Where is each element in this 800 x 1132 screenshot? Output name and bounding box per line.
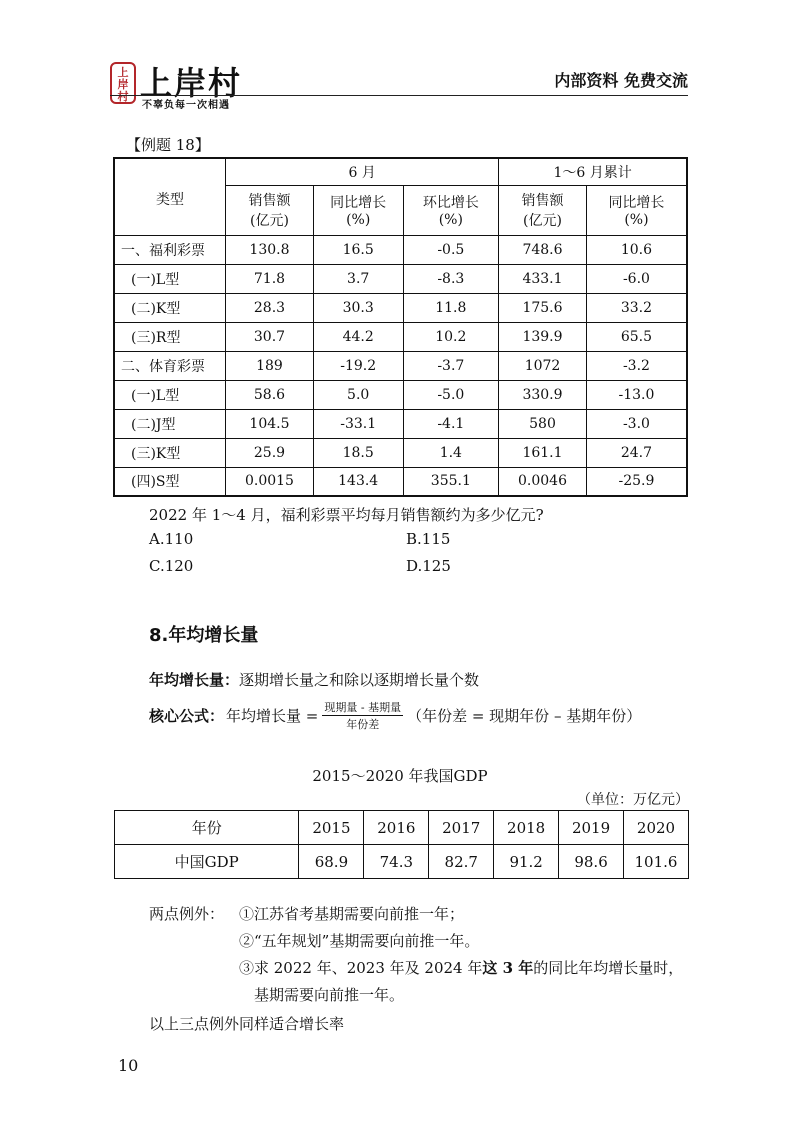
option-c: C.120 — [149, 557, 194, 575]
header-rule — [110, 95, 688, 96]
exceptions-lead-line — [149, 903, 224, 924]
gdp-year-row — [115, 811, 689, 845]
value-cell: 18.5 — [313, 438, 403, 467]
value-cell: 11.8 — [403, 293, 499, 322]
value-cell: -5.0 — [403, 380, 499, 409]
value-cell: -8.3 — [403, 264, 499, 293]
gdp-value-cell: 82.7 — [429, 845, 494, 879]
value-cell: -13.0 — [586, 380, 687, 409]
logo-name: 上岸村 — [140, 64, 243, 102]
value-cell: 580 — [499, 409, 587, 438]
value-cell: 175.6 — [499, 293, 587, 322]
logo-slogan: 不辜负每一次相遇 — [142, 100, 230, 111]
value-cell: 30.3 — [313, 293, 403, 322]
page-number: 10 — [118, 1056, 139, 1075]
header-type: 类型 — [114, 158, 226, 235]
gdp-year-cell: 2017 — [429, 811, 494, 845]
example-label: 【例题 18】 — [126, 136, 210, 154]
exception-item-3-cont: 基期需要向前推一年。 — [254, 986, 405, 1004]
value-cell: 748.6 — [499, 235, 587, 264]
value-cell: -19.2 — [313, 351, 403, 380]
value-cell: -33.1 — [313, 409, 403, 438]
formula-denominator: 年份差 — [346, 718, 380, 731]
value-cell: 58.6 — [226, 380, 314, 409]
value-cell: 355.1 — [403, 467, 499, 496]
value-cell: 0.0015 — [226, 467, 314, 496]
sub-header-cell: 同比增长 (%) — [313, 185, 403, 235]
row-type-cell: (四)S型 — [114, 467, 226, 496]
row-type-cell: (三)R型 — [114, 322, 226, 351]
exceptions-summary: 以上三点例外同样适合增长率 — [149, 1015, 345, 1033]
sub-header-cell: 销售额 (亿元) — [226, 185, 314, 235]
value-cell: 65.5 — [586, 322, 687, 351]
row-type-cell: (一)L型 — [114, 264, 226, 293]
table-row — [114, 264, 687, 293]
gdp-year-cell: 2015 — [299, 811, 364, 845]
gdp-value-cell: 101.6 — [624, 845, 689, 879]
option-b: B.115 — [406, 530, 451, 548]
definition-text: 逐期增长量之和除以逐期增长量个数 — [239, 671, 480, 689]
row-type-cell: 一、福利彩票 — [114, 235, 226, 264]
exception-item-3: ③求 2022 年、2023 年及 2024 年这 3 年的同比年均增长量时， — [239, 959, 684, 977]
section-title: 8.年均增长量 — [149, 625, 259, 646]
logo-seal: 上 岸 村 — [110, 62, 136, 104]
definition-term: 年均增长量： — [149, 671, 240, 689]
gdp-title: 2015～2020 年我国GDP — [312, 767, 488, 785]
row-type-cell: (一)L型 — [114, 380, 226, 409]
value-cell: -3.2 — [586, 351, 687, 380]
value-cell: 189 — [226, 351, 314, 380]
lottery-sales-table — [113, 157, 688, 497]
table-row — [114, 380, 687, 409]
value-cell: -25.9 — [586, 467, 687, 496]
value-cell: 104.5 — [226, 409, 314, 438]
value-cell: 24.7 — [586, 438, 687, 467]
value-cell: 433.1 — [499, 264, 587, 293]
exception-item-2: ②“五年规划”基期需要向前推一年。 — [239, 932, 480, 950]
table-row — [114, 293, 687, 322]
gdp-row-label: 中国GDP — [115, 845, 299, 879]
sub-header-cell: 销售额 (亿元) — [499, 185, 587, 235]
table-row — [114, 409, 687, 438]
formula-numerator: 现期量 - 基期量 — [324, 701, 402, 714]
gdp-unit: （单位：万亿元） — [577, 792, 689, 808]
gdp-year-cell: 2016 — [364, 811, 429, 845]
sales-table-body — [114, 235, 687, 496]
value-cell: 130.8 — [226, 235, 314, 264]
definition-line — [149, 669, 479, 690]
row-type-cell: (二)K型 — [114, 293, 226, 322]
gdp-value-row — [115, 845, 689, 879]
gdp-header-label: 年份 — [115, 811, 299, 845]
value-cell: 1072 — [499, 351, 587, 380]
value-cell: 1.4 — [403, 438, 499, 467]
value-cell: 10.6 — [586, 235, 687, 264]
formula-lhs: 年均增长量 = — [226, 707, 319, 725]
gdp-table — [114, 810, 689, 879]
formula-note: （年份差 = 现期年份 – 基期年份） — [407, 707, 642, 725]
row-type-cell: 二、体育彩票 — [114, 351, 226, 380]
value-cell: -3.7 — [403, 351, 499, 380]
value-cell: 3.7 — [313, 264, 403, 293]
table-row — [114, 351, 687, 380]
gdp-year-cell: 2020 — [624, 811, 689, 845]
gdp-year-cell: 2018 — [494, 811, 559, 845]
value-cell: 330.9 — [499, 380, 587, 409]
value-cell: -4.1 — [403, 409, 499, 438]
gdp-value-cell: 68.9 — [299, 845, 364, 879]
exceptions-lead: 两点例外： — [149, 905, 225, 923]
row-type-cell: (二)J型 — [114, 409, 226, 438]
formula-term: 核心公式： — [149, 707, 225, 725]
formula-line — [149, 699, 641, 732]
value-cell: 25.9 — [226, 438, 314, 467]
value-cell: 0.0046 — [499, 467, 587, 496]
table-row — [114, 438, 687, 467]
value-cell: 71.8 — [226, 264, 314, 293]
value-cell: 10.2 — [403, 322, 499, 351]
value-cell: 161.1 — [499, 438, 587, 467]
sub-header-cell: 环比增长 (%) — [403, 185, 499, 235]
value-cell: 30.7 — [226, 322, 314, 351]
value-cell: 143.4 — [313, 467, 403, 496]
value-cell: 139.9 — [499, 322, 587, 351]
value-cell: 44.2 — [313, 322, 403, 351]
option-a: A.110 — [149, 530, 194, 548]
value-cell: 33.2 — [586, 293, 687, 322]
question-text: 2022 年 1～4 月，福利彩票平均每月销售额约为多少亿元? — [149, 506, 544, 524]
gdp-value-cell: 74.3 — [364, 845, 429, 879]
emphasis-three-years: 这 3 年 — [482, 959, 534, 977]
option-d: D.125 — [406, 557, 451, 575]
table-row — [114, 235, 687, 264]
value-cell: -0.5 — [403, 235, 499, 264]
value-cell: -3.0 — [586, 409, 687, 438]
value-cell: 16.5 — [313, 235, 403, 264]
header-note: 内部资料 免费交流 — [554, 71, 688, 90]
gdp-value-cell: 91.2 — [494, 845, 559, 879]
table-row — [114, 467, 687, 496]
formula-fraction — [322, 699, 403, 732]
value-cell: 28.3 — [226, 293, 314, 322]
gdp-value-cell: 98.6 — [559, 845, 624, 879]
header-cumulative: 1～6 月累计 — [499, 158, 687, 185]
sub-header-cell: 同比增长 (%) — [586, 185, 687, 235]
row-type-cell: (三)K型 — [114, 438, 226, 467]
exception-item-1: ①江苏省考基期需要向前推一年； — [239, 905, 465, 923]
table-row — [114, 322, 687, 351]
value-cell: 5.0 — [313, 380, 403, 409]
value-cell: -6.0 — [586, 264, 687, 293]
header-june: 6 月 — [226, 158, 499, 185]
gdp-year-cell: 2019 — [559, 811, 624, 845]
